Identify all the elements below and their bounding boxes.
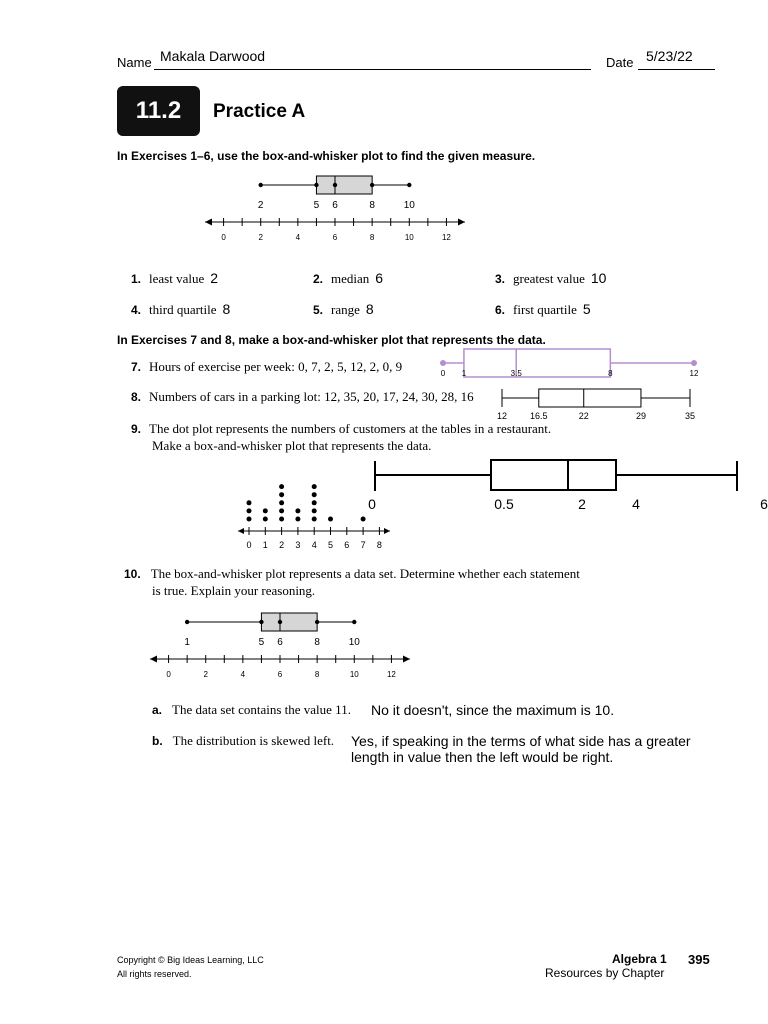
copyright-text: Copyright © Big Ideas Learning, LLC (117, 955, 264, 965)
exercise-prompt-line-2: Make a box-and-whisker plot that represents the data. (152, 438, 432, 453)
dot (295, 517, 300, 522)
section-badge: 11.2 (117, 86, 200, 136)
box-plot-exercises-1-6 (200, 168, 470, 248)
tick-label: 4 (311, 540, 317, 550)
answer-box-plot-exercise-8[interactable] (490, 384, 706, 422)
tick-label: 8 (314, 670, 320, 679)
tick-label: 1 (262, 540, 268, 550)
exercise-1 (131, 270, 218, 288)
answer-label: 0 (368, 496, 376, 512)
five-number-label: 29 (635, 411, 646, 421)
five-number-label: 3.5 (510, 369, 522, 378)
dot (263, 508, 268, 513)
exercise-8 (131, 388, 474, 406)
five-number-label: 10 (348, 637, 360, 648)
dot (247, 508, 252, 513)
five-number-label: 16.5 (530, 411, 548, 421)
box-plot-exercise-10 (145, 605, 415, 685)
dot (328, 517, 333, 522)
answer-least-value[interactable]: 2 (210, 270, 219, 286)
tick-label: 4 (295, 233, 301, 242)
exercise-10 (124, 565, 580, 583)
dot (247, 517, 252, 522)
q3-point (315, 620, 319, 624)
book-title: Algebra 1 (612, 952, 667, 966)
tick-label: 12 (441, 233, 451, 242)
five-number-label: 6 (332, 200, 338, 211)
date-underline (638, 69, 715, 70)
dot (279, 508, 284, 513)
rights-text: All rights reserved. (117, 969, 192, 979)
min-point (440, 360, 446, 366)
exercise-prompt-line-1: The dot plot represents the numbers of customers at the tables in a restaurant. (149, 421, 552, 436)
median-point (333, 183, 337, 187)
tick-label: 12 (386, 670, 396, 679)
answer-label: 4 (632, 496, 640, 512)
dot (361, 517, 366, 522)
five-number-label: 0 (440, 369, 446, 378)
five-number-label: 1 (184, 637, 190, 648)
arrow-right (458, 219, 465, 226)
book-subtitle: Resources by Chapter (545, 966, 665, 980)
arrow-right (403, 656, 410, 663)
name-field[interactable]: Makala Darwood (160, 48, 266, 64)
exercise-number: 4. (131, 303, 142, 317)
tick-label: 2 (203, 670, 208, 679)
exercise-number: 10. (124, 567, 141, 581)
max-point (691, 360, 697, 366)
exercise-number: 1. (131, 272, 142, 286)
dot (263, 517, 268, 522)
answer-label: 6 (760, 496, 768, 512)
exercise-number: 8. (131, 390, 142, 404)
dot (312, 508, 317, 513)
exercise-number: 3. (495, 272, 506, 286)
tick-label: 3 (295, 540, 301, 550)
five-number-label: 12 (496, 411, 508, 421)
tick-label: 5 (327, 540, 334, 550)
dot (279, 517, 284, 522)
exercise-number: 7. (131, 360, 142, 374)
five-number-label: 5 (313, 200, 320, 211)
five-number-label: 12 (689, 369, 699, 378)
dot (312, 484, 317, 489)
tick-label: 0 (221, 233, 226, 242)
iqr-box (461, 349, 610, 378)
part-prompt: The data set contains the value 11. (172, 702, 351, 717)
exercise-prompt: Numbers of cars in a parking lot: 12, 35, 20, 17, 24, 30, 28, 16 (149, 389, 474, 404)
tick-label: 4 (240, 670, 246, 679)
exercise-9 (131, 420, 551, 438)
arrow-right (384, 528, 390, 534)
answer-box-plot-exercise-9[interactable] (360, 455, 768, 517)
part-prompt: The distribution is skewed left. (172, 733, 335, 748)
tick-label: 6 (277, 670, 283, 679)
min-point (259, 183, 263, 187)
iqr-box (261, 613, 317, 631)
dot (312, 492, 317, 497)
exercise-prompt: third quartile (149, 302, 217, 317)
exercise-prompt-line-2: is true. Explain your reasoning. (152, 583, 316, 598)
tick-label: 6 (332, 233, 338, 242)
tick-label: 7 (360, 540, 366, 550)
exercise-prompt: first quartile (513, 302, 577, 317)
dot (279, 500, 284, 505)
instructions-1-6: In Exercises 1–6, use the box-and-whisker plot to find the given measure. (117, 149, 536, 163)
answer-first-quartile[interactable]: 5 (582, 301, 591, 317)
exercise-number: 6. (495, 303, 506, 317)
answer-greatest-value[interactable]: 10 (590, 270, 607, 286)
exercise-number: 5. (313, 303, 324, 317)
exercise-prompt-line-1: The box-and-whisker plot represents a data set. Determine whether each statement (150, 566, 580, 581)
answer-10a[interactable]: No it doesn't, since the maximum is 10. (371, 702, 615, 718)
exercise-4 (131, 301, 230, 319)
exercise-10b (152, 732, 334, 750)
arrow-left (238, 528, 244, 534)
median-point (278, 620, 282, 624)
exercise-3 (495, 270, 606, 288)
tick-label: 10 (349, 670, 359, 679)
min-point (185, 620, 189, 624)
q1-point (259, 620, 263, 624)
page-number: 395 (688, 952, 710, 967)
exercise-prompt: Hours of exercise per week: 0, 7, 2, 5, 12, 2, 0, 9 (149, 359, 403, 374)
answer-10b-line-1[interactable]: Yes, if speaking in the terms of what side has a greater (351, 733, 691, 749)
tick-label: 6 (344, 540, 350, 550)
five-number-label: 6 (277, 637, 283, 648)
date-field[interactable]: 5/23/22 (646, 48, 693, 64)
exercise-prompt: median (331, 271, 370, 286)
five-number-label: 10 (403, 200, 415, 211)
five-number-label: 8 (369, 200, 375, 211)
q3-point (370, 183, 374, 187)
tick-label: 8 (376, 540, 382, 550)
section-title: Practice A (213, 101, 306, 122)
date-label: Date (606, 55, 634, 70)
iqr-box (539, 389, 641, 407)
answer-label: 0.5 (494, 496, 514, 512)
exercise-prompt: greatest value (513, 271, 585, 286)
dot (312, 517, 317, 522)
exercise-7 (131, 358, 402, 376)
five-number-label: 8 (608, 369, 613, 378)
answer-range[interactable]: 8 (365, 301, 374, 317)
exercise-5 (313, 301, 374, 319)
five-number-label: 8 (314, 637, 320, 648)
iqr-box (316, 176, 372, 194)
arrow-left (205, 219, 212, 226)
five-number-label: 1 (461, 369, 467, 378)
max-point (352, 620, 356, 624)
iqr-box (491, 460, 616, 490)
answer-box-plot-exercise-7[interactable] (432, 344, 708, 380)
tick-label: 2 (258, 233, 263, 242)
tick-label: 0 (246, 540, 252, 550)
part-label: a. (152, 703, 163, 717)
answer-median[interactable]: 6 (375, 270, 384, 286)
exercise-number: 9. (131, 422, 142, 436)
tick-label: 2 (279, 540, 285, 550)
answer-third-quartile[interactable]: 8 (222, 301, 231, 317)
five-number-label: 35 (684, 411, 696, 421)
dot (247, 500, 252, 505)
part-label: b. (152, 734, 163, 748)
five-number-label: 5 (258, 637, 265, 648)
answer-10b-line-2[interactable]: length in value then the left would be right. (351, 749, 614, 765)
tick-label: 8 (369, 233, 375, 242)
max-point (407, 183, 411, 187)
tick-label: 10 (404, 233, 414, 242)
dot (279, 492, 284, 497)
exercise-6 (495, 301, 591, 319)
exercise-number: 2. (313, 272, 324, 286)
name-underline (154, 69, 591, 70)
q1-point (314, 183, 318, 187)
dot (312, 500, 317, 505)
exercise-10a (152, 701, 351, 719)
dot (279, 484, 284, 489)
name-label: Name (117, 55, 152, 70)
exercise-prompt: range (331, 302, 360, 317)
exercise-2 (313, 270, 383, 288)
instructions-7-8: In Exercises 7 and 8, make a box-and-whisker plot that represents the data. (117, 333, 546, 347)
arrow-left (150, 656, 157, 663)
dot (295, 508, 300, 513)
answer-label: 2 (578, 496, 586, 512)
five-number-label: 22 (578, 411, 589, 421)
tick-label: 0 (166, 670, 171, 679)
five-number-label: 2 (257, 200, 264, 211)
exercise-prompt: least value (149, 271, 205, 286)
